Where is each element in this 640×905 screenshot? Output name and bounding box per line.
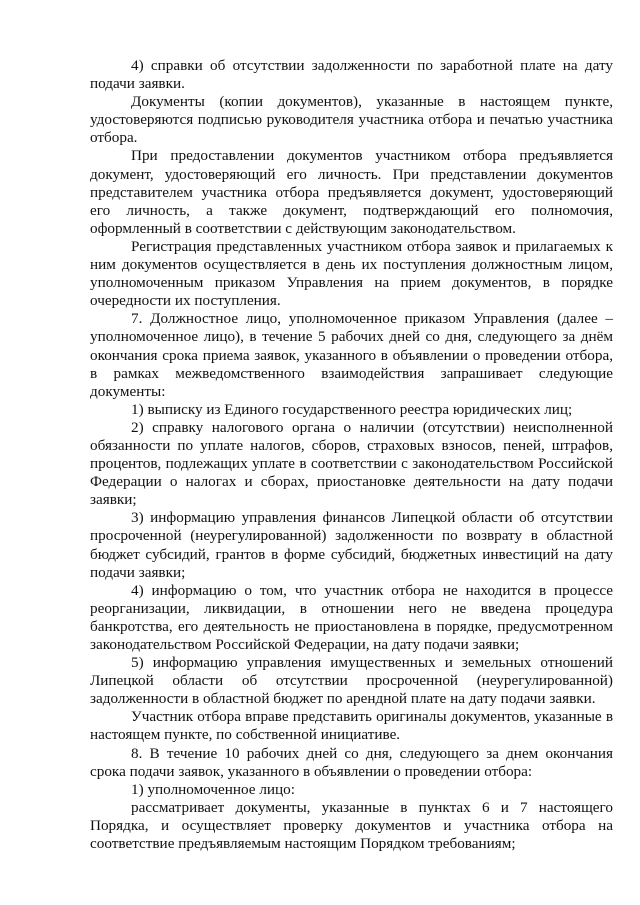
- list-item-8-1: 1) уполномоченное лицо:: [131, 780, 295, 798]
- paragraph-section-7: 7. Должностное лицо, уполномоченное приказом Управления (далее – уполномоченное лицо), в течение 5 рабочих дней со дня, следующего за днём окончания срока приема заявок, указанного в объявлении о проведении отбора, в рамках межведомственного взаимодействия запрашивает следующие документы:: [90, 310, 613, 400]
- list-item-7-5: 5) информацию управления имущественных и земельных отношений Липецкой области об отсутствии просроченной (неурегулированной) задолженности в областной бюджет по арендной плате на дату подачи заявки.: [90, 654, 613, 708]
- paragraph-registration: Регистрация представленных участником отбора заявок и прилагаемых к ним документов осуществляется в день их поступления должностным лицом, уполномоченным приказом Управления на прием документов, в порядке очередности их поступления.: [90, 237, 613, 310]
- paragraph-section-8: 8. В течение 10 рабочих дней со дня, следующего за днем окончания срока подачи заявок, указанного в объявлении о проведении отбора:: [90, 744, 613, 780]
- list-item-7-2: 2) справку налогового органа о наличии (отсутствии) неисполненной обязанности по уплате налогов, сборов, страховых взносов, пеней, штрафов, процентов, подлежащих уплате в соответствии с законодательством Российской Федерации о налогах и сборах, приостановке деятельности на дату подачи заявки;: [90, 418, 613, 509]
- paragraph-identity-presentation: При предоставлении документов участником отбора предъявляется документ, удостоверяющий его личность. При представлении документов представителем участника отбора предъявляется документ, удостоверяющий его личность, а также документ, подтверждающий его полномочия, оформленный в соответствии с действующим законодательством.: [90, 147, 613, 237]
- list-item-7-1: 1) выписку из Единого государственного реестра юридических лиц;: [131, 400, 573, 418]
- document-page: [90, 57, 613, 853]
- paragraph-review-documents: рассматривает документы, указанные в пунктах 6 и 7 настоящего Порядка, и осуществляет проверку документов и участника отбора на соответствие предъявляемым настоящим Порядком требованиям;: [90, 798, 613, 853]
- list-item-7-4: 4) информацию о том, что участник отбора не находится в процессе реорганизации, ликвидации, в отношении него не введена процедура банкротства, его деятельность не приостановлена в порядке, предусмотренном законодательством Российской Федерации, на дату подачи заявки;: [90, 581, 613, 653]
- paragraph-item-4-certificates: 4) справки об отсутствии задолженности по заработной плате на дату подачи заявки.: [90, 57, 613, 93]
- paragraph-originals: Участник отбора вправе представить оригиналы документов, указанные в настоящем пункте, по собственной инициативе.: [90, 708, 613, 744]
- list-item-7-3: 3) информацию управления финансов Липецкой области об отсутствии просроченной (неурегулированной) задолженности по возврату в областной бюджет субсидий, грантов в форме субсидий, бюджетных инвестиций на дату подачи заявки;: [90, 509, 613, 581]
- paragraph-documents-certification: Документы (копии документов), указанные в настоящем пункте, удостоверяются подписью руководителя участника отбора и печатью участника отбора.: [90, 93, 613, 147]
